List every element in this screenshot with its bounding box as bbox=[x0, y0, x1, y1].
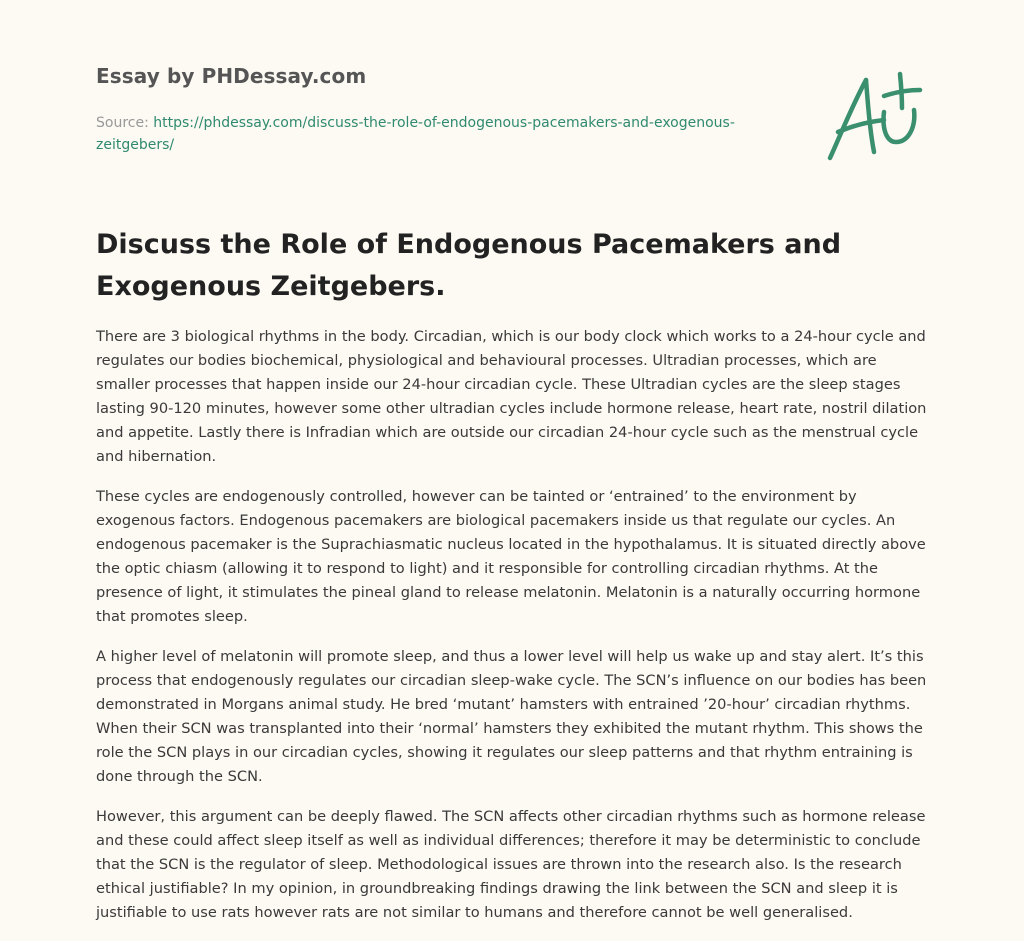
essay-paragraph: However, this argument can be deeply flawed. The SCN affects other circadian rhythms such as hormone release and these could affect sleep itself as well as individual differences; therefore it may be deterministic to conclude that the SCN is the regulator of sleep. Methodological issues are thrown into the research also. Is the research ethical justifiable? In my opinion, in groundbreaking findings drawing the link between the SCN and sleep it is justifiable to use rats however rats are not similar to humans and therefore cannot be well generalised. bbox=[96, 808, 926, 921]
source-link[interactable]: https://phdessay.com/discuss-the-role-of-endogenous-pacemakers-and-exogenous-zeitgebers/ bbox=[96, 115, 735, 153]
a-plus-logo-icon bbox=[822, 66, 932, 166]
brand-title: Essay by PHDessay.com bbox=[96, 64, 367, 88]
essay-paragraph: These cycles are endogenously controlled, however can be tainted or ‘entrained’ to the environment by exogenous factors. Endogenous pacemakers are biological pacemakers inside us that regulate our cycles. An endogenous pacemaker is the Suprachiasmatic nucleus located in the hypothalamus. It is situated directly above the optic chiasm (allowing it to respond to light) and it responsible for controlling circadian rhythms. At the presence of light, it stimulates the pineal gland to release melatonin. Melatonin is a naturally occurring hormone that promotes sleep. bbox=[96, 488, 926, 625]
essay-title: Discuss the Role of Endogenous Pacemakers and Exogenous Zeitgebers. bbox=[96, 229, 842, 302]
source-label: Source: bbox=[96, 115, 154, 131]
essay-body bbox=[96, 325, 932, 941]
source-line bbox=[96, 112, 736, 156]
essay-paragraph: A higher level of melatonin will promote sleep, and thus a lower level will help us wake up and stay alert. It’s this process that endogenously regulates our circadian sleep-wake cycle. The SCN’s influence on our bodies has been demonstrated in Morgans animal study. He bred ‘mutant’ hamsters with entrained ’20-hour’ circadian rhythms. When their SCN was transplanted into their ‘normal’ hamsters they exhibited the mutant rhythm. This shows the role the SCN plays in our circadian cycles, showing it regulates our sleep patterns and that rhythm entraining is done through the SCN. bbox=[96, 648, 927, 785]
essay-paragraph: There are 3 biological rhythms in the body. Circadian, which is our body clock which works to a 24-hour cycle and regulates our bodies biochemical, physiological and behavioural processes. Ultradian processes, which are smaller processes that happen inside our 24-hour circadian cycle. These Ultradian cycles are the sleep stages lasting 90-120 minutes, however some other ultradian cycles include hormone release, heart rate, nostril dilation and appetite. Lastly there is Infradian which are outside our circadian 24-hour cycle such as the menstrual cycle and hibernation. bbox=[96, 328, 927, 465]
